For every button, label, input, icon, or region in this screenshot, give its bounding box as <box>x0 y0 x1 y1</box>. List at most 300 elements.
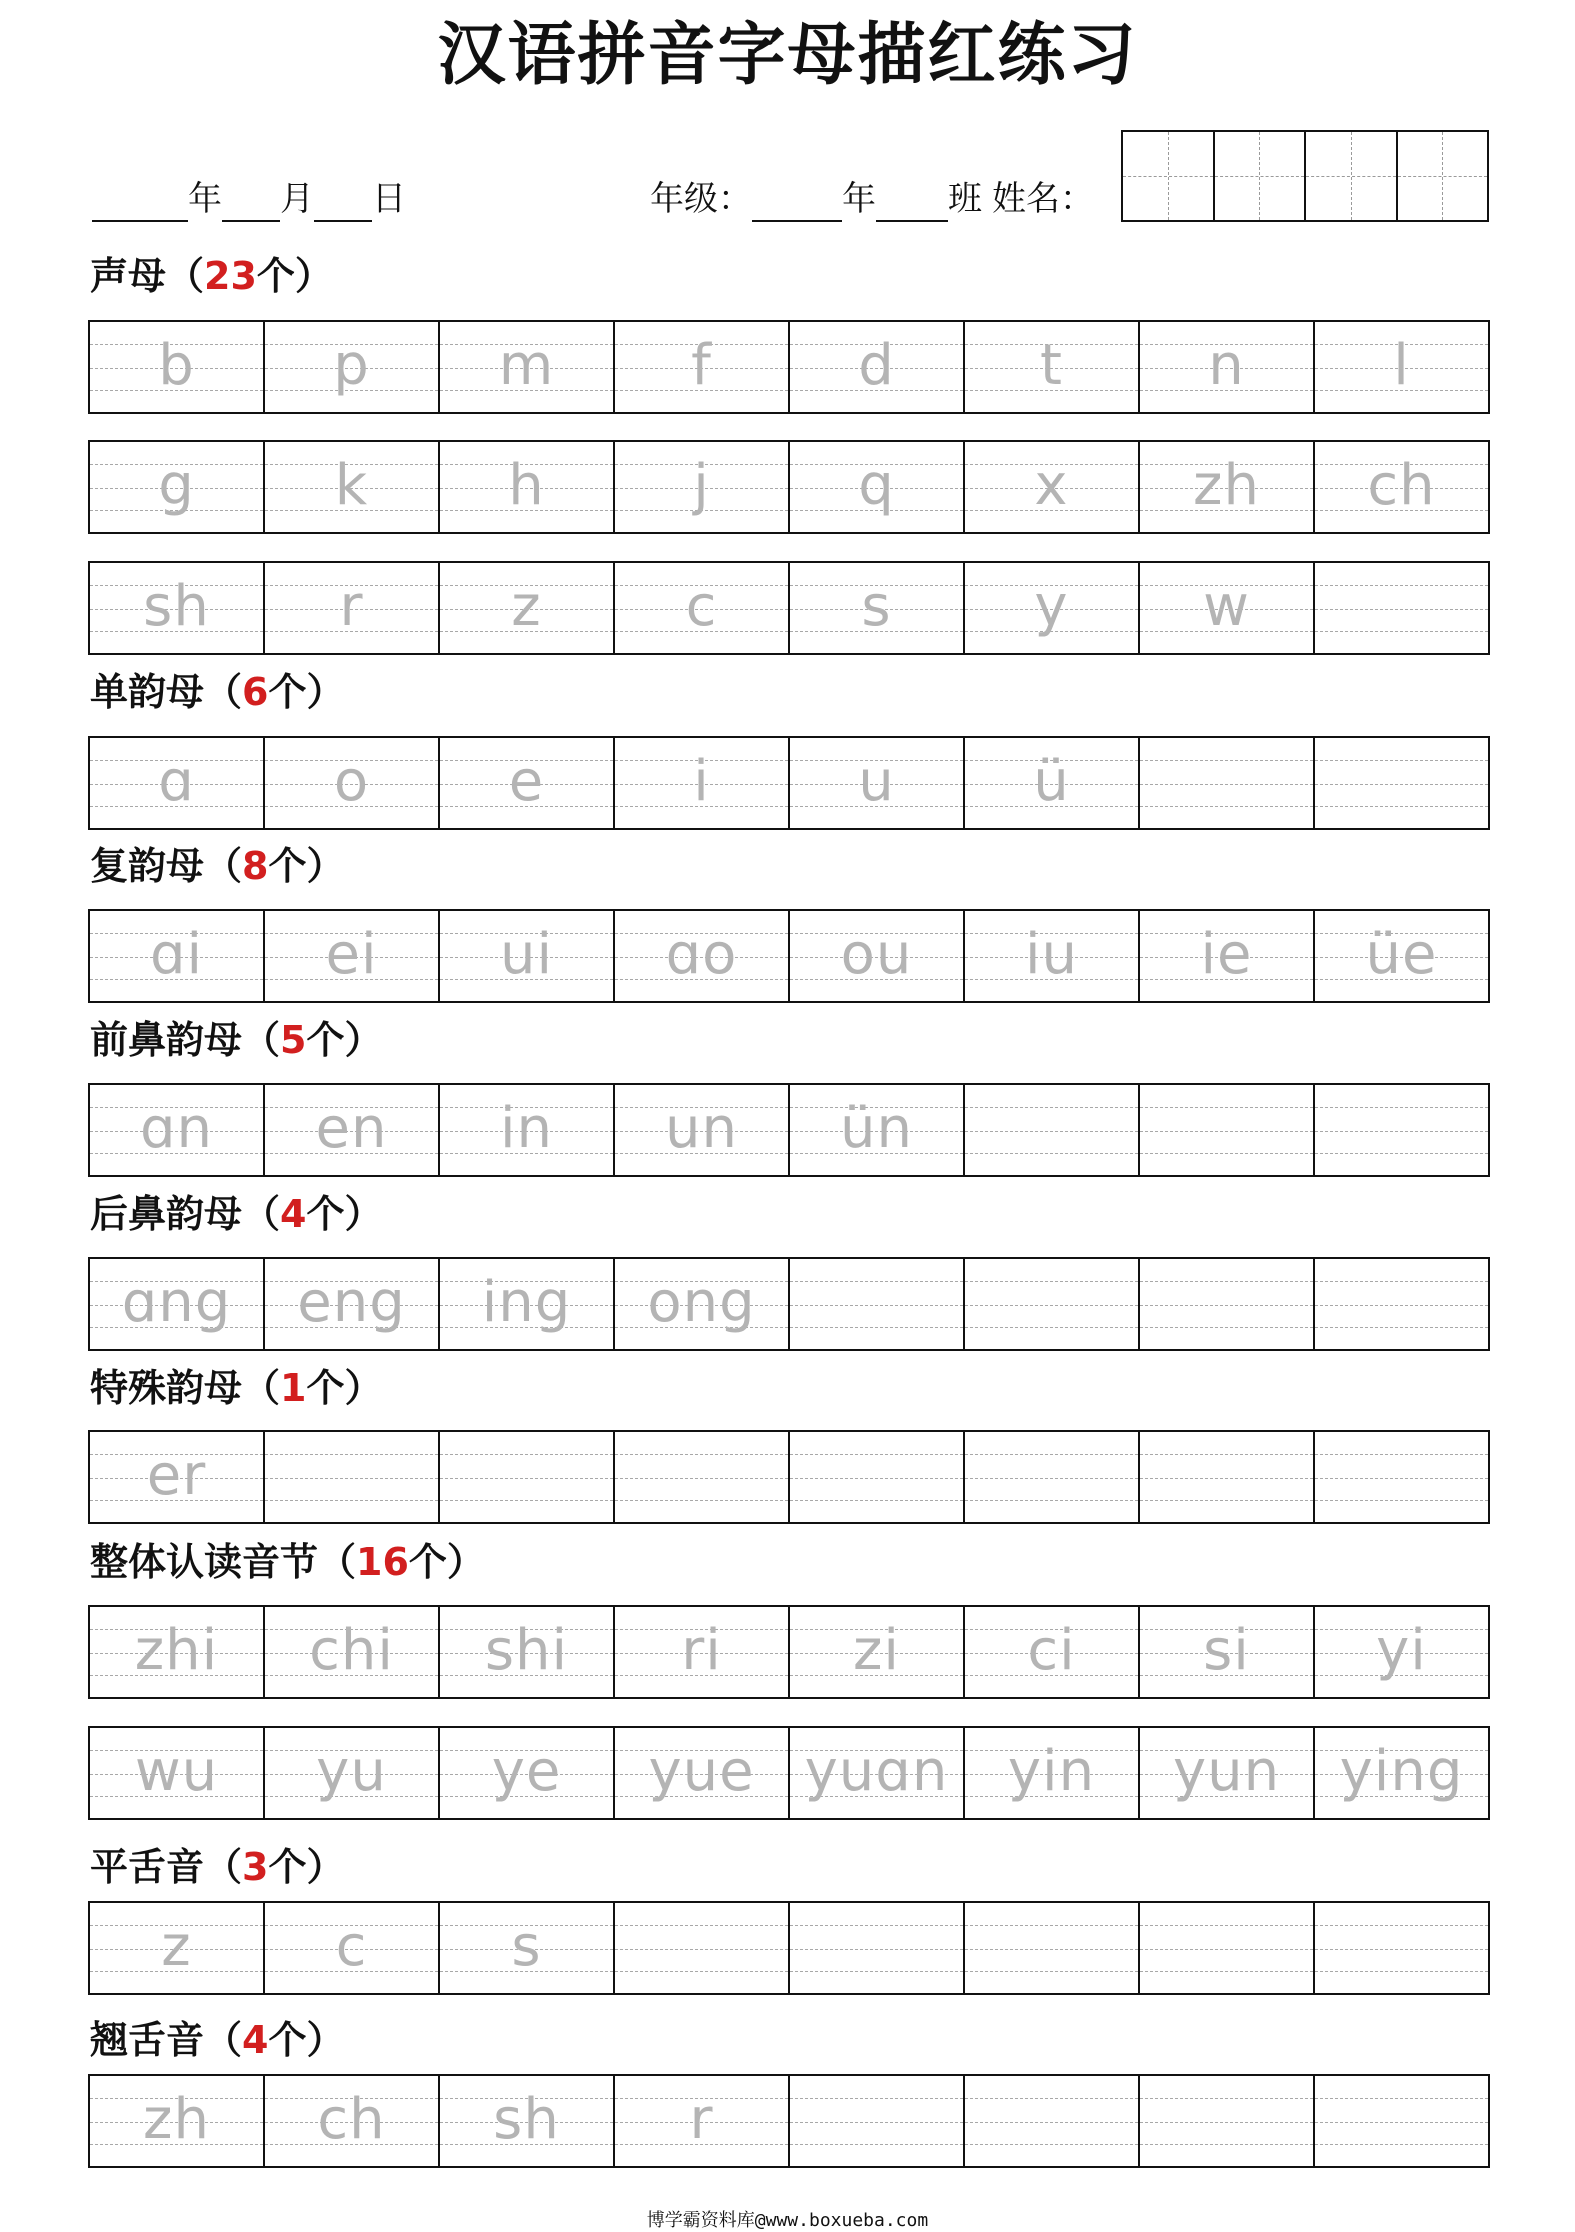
guide-line <box>1315 609 1488 610</box>
tracing-letter: e <box>508 749 545 814</box>
tracing-letter: h <box>508 453 545 518</box>
tracing-letter: yin <box>1007 1739 1096 1804</box>
guide-line <box>790 1925 963 1926</box>
guide-line <box>1140 1305 1313 1306</box>
tracing-letter: chi <box>309 1618 394 1683</box>
tracing-cell[interactable] <box>615 1085 790 1175</box>
tracing-cell[interactable] <box>1315 322 1488 412</box>
tracing-cell[interactable] <box>1140 1085 1315 1175</box>
tracing-row <box>88 1083 1490 1177</box>
section-heading-suffix: 个） <box>268 844 345 888</box>
name-label: 姓名： <box>992 179 1094 219</box>
tracing-letter: sh <box>493 2087 560 2152</box>
section-heading-suffix: 个） <box>268 670 345 714</box>
tracing-letter: m <box>498 333 555 398</box>
tracing-letter: g <box>158 453 195 518</box>
tracing-letter: z <box>511 574 542 639</box>
tracing-cell[interactable] <box>615 1432 790 1522</box>
tracing-cell[interactable] <box>965 738 1140 828</box>
tracing-cell[interactable] <box>440 1903 615 1993</box>
guide-line <box>1315 2144 1488 2145</box>
tracing-letter: q <box>858 453 895 518</box>
guide-line <box>1315 1925 1488 1926</box>
tracing-letter: yun <box>1172 1739 1281 1804</box>
guide-line <box>965 2144 1138 2145</box>
tracing-letter: ɑo <box>665 922 738 987</box>
guide-line <box>1140 2122 1313 2123</box>
tracing-row <box>88 1726 1490 1820</box>
section-count: 23 <box>204 254 257 298</box>
section-heading-suffix: 个） <box>306 1192 383 1236</box>
tracing-letter: ɑ <box>158 749 195 814</box>
guide-line <box>790 2122 963 2123</box>
section-heading <box>90 1190 382 1238</box>
tracing-letter: ye <box>491 1739 562 1804</box>
tracing-cell[interactable] <box>615 322 790 412</box>
tracing-cell[interactable] <box>1140 911 1315 1001</box>
tracing-cell[interactable] <box>1140 563 1315 653</box>
tracing-letter: zi <box>853 1618 900 1683</box>
tracing-cell[interactable] <box>615 911 790 1001</box>
guide-line <box>790 1500 963 1501</box>
tracing-letter: l <box>1393 333 1410 398</box>
guide-line <box>965 1131 1138 1132</box>
tracing-cell[interactable] <box>790 2076 965 2166</box>
guide-line <box>1315 806 1488 807</box>
guide-line <box>965 1305 1138 1306</box>
section-heading-label: 翘舌音（ <box>90 2018 243 2062</box>
tracing-letter: en <box>315 1096 388 1161</box>
tracing-cell[interactable] <box>265 1085 440 1175</box>
tracing-cell[interactable] <box>440 2076 615 2166</box>
section-heading <box>90 1364 382 1412</box>
guide-line <box>1140 1281 1313 1282</box>
tracing-cell[interactable] <box>1140 1432 1315 1522</box>
guide-line <box>790 2098 963 2099</box>
guide-line <box>965 1500 1138 1501</box>
tracing-letter: k <box>334 453 369 518</box>
tracing-cell[interactable] <box>965 1432 1140 1522</box>
tracing-cell[interactable] <box>1140 738 1315 828</box>
tracing-letter: eng <box>297 1270 406 1335</box>
tracing-cell[interactable] <box>440 322 615 412</box>
tracing-cell[interactable] <box>90 1085 265 1175</box>
tracing-letter: ci <box>1027 1618 1076 1683</box>
tracing-cell[interactable] <box>90 322 265 412</box>
tracing-letter: c <box>335 1914 368 1979</box>
tracing-letter: y <box>1034 574 1069 639</box>
section-count: 5 <box>280 1018 307 1062</box>
guide-line <box>1315 760 1488 761</box>
tracing-letter: f <box>691 333 712 398</box>
tracing-letter: ch <box>317 2087 386 2152</box>
tracing-cell[interactable] <box>90 2076 265 2166</box>
tracing-row <box>88 1430 1490 1524</box>
tracing-letter: üe <box>1365 922 1438 987</box>
tracing-cell[interactable] <box>265 738 440 828</box>
tracing-row <box>88 561 1490 655</box>
guide-line <box>965 1925 1138 1926</box>
tracing-cell[interactable] <box>440 738 615 828</box>
tracing-cell[interactable] <box>90 563 265 653</box>
guide-line <box>790 1971 963 1972</box>
tracing-cell[interactable] <box>965 563 1140 653</box>
tracing-cell[interactable] <box>1140 1607 1315 1697</box>
guide-line <box>1140 1949 1313 1950</box>
guide-line <box>1140 2144 1313 2145</box>
tracing-cell[interactable] <box>790 1728 965 1818</box>
tracing-cell[interactable] <box>615 1728 790 1818</box>
tracing-cell[interactable] <box>790 1903 965 1993</box>
tracing-row <box>88 1605 1490 1699</box>
class-blank[interactable] <box>876 180 948 222</box>
tracing-cell[interactable] <box>615 563 790 653</box>
tracing-letter: yu <box>316 1739 387 1804</box>
section-heading <box>90 2016 344 2064</box>
tracing-letter: ying <box>1339 1739 1464 1804</box>
tracing-letter: t <box>1040 333 1063 398</box>
class-fields <box>650 176 1094 222</box>
guide-line <box>965 1327 1138 1328</box>
tracing-letter: si <box>1203 1618 1250 1683</box>
tracing-cell[interactable] <box>790 911 965 1001</box>
guide-line <box>1315 1971 1488 1972</box>
day-label: 日 <box>372 179 406 219</box>
guide-line <box>615 1949 788 1950</box>
tracing-cell[interactable] <box>90 1903 265 1993</box>
tracing-cell[interactable] <box>1140 2076 1315 2166</box>
year-blank[interactable] <box>92 180 188 222</box>
tracing-cell[interactable] <box>790 1259 965 1349</box>
tracing-cell[interactable] <box>440 1728 615 1818</box>
tracing-letter: ɑng <box>121 1270 232 1335</box>
month-blank[interactable] <box>222 180 280 222</box>
section-heading-suffix: 个） <box>306 1018 383 1062</box>
tracing-cell[interactable] <box>1315 442 1488 532</box>
tracing-letter: zh <box>143 2087 210 2152</box>
tracing-cell[interactable] <box>265 1432 440 1522</box>
tracing-cell[interactable] <box>90 1728 265 1818</box>
guide-line <box>790 2144 963 2145</box>
tracing-row <box>88 1901 1490 1995</box>
tracing-letter: wu <box>134 1739 219 1804</box>
guide-line <box>265 1454 438 1455</box>
guide-line <box>1140 760 1313 761</box>
section-heading-suffix: 个） <box>268 2018 345 2062</box>
tracing-cell[interactable] <box>615 738 790 828</box>
tracing-cell[interactable] <box>90 738 265 828</box>
tracing-cell[interactable] <box>965 1607 1140 1697</box>
tracing-cell[interactable] <box>90 442 265 532</box>
guide-line <box>790 1454 963 1455</box>
guide-line <box>615 1478 788 1479</box>
tracing-cell[interactable] <box>1140 322 1315 412</box>
guide-line <box>1315 1107 1488 1108</box>
section-count: 16 <box>356 1540 409 1584</box>
tracing-cell[interactable] <box>440 1259 615 1349</box>
section-heading <box>90 842 344 890</box>
guide-line <box>1315 631 1488 632</box>
tracing-letter: un <box>665 1096 738 1161</box>
tracing-letter: in <box>499 1096 554 1161</box>
tracing-cell[interactable] <box>1140 1903 1315 1993</box>
tracing-letter: s <box>511 1914 542 1979</box>
tracing-cell[interactable] <box>1315 1085 1488 1175</box>
tracing-row <box>88 736 1490 830</box>
guide-line <box>615 1454 788 1455</box>
name-cell[interactable] <box>1123 132 1215 220</box>
guide-line <box>1315 1478 1488 1479</box>
guide-line <box>790 1478 963 1479</box>
tracing-letter: ou <box>840 922 913 987</box>
tracing-letter: c <box>685 574 718 639</box>
tracing-cell[interactable] <box>265 2076 440 2166</box>
date-fields <box>92 176 406 222</box>
guide-line <box>965 1971 1138 1972</box>
guide-line <box>1315 1500 1488 1501</box>
guide-line <box>1140 1131 1313 1132</box>
section-count: 1 <box>280 1366 307 1410</box>
guide-line <box>1315 1131 1488 1132</box>
section-count: 3 <box>242 1845 269 1889</box>
guide-line <box>1140 1478 1313 1479</box>
tracing-cell[interactable] <box>440 911 615 1001</box>
section-heading <box>90 668 344 716</box>
tracing-cell[interactable] <box>1140 1728 1315 1818</box>
tracing-cell[interactable] <box>90 1259 265 1349</box>
tracing-letter: ü <box>1033 749 1070 814</box>
tracing-cell[interactable] <box>90 1432 265 1522</box>
section-heading-label: 平舌音（ <box>90 1845 243 1889</box>
tracing-cell[interactable] <box>265 1607 440 1697</box>
tracing-cell[interactable] <box>1315 563 1488 653</box>
tracing-letter: sh <box>143 574 210 639</box>
tracing-letter: u <box>858 749 895 814</box>
name-cell[interactable] <box>1398 132 1488 220</box>
section-heading-label: 前鼻韵母（ <box>90 1018 281 1062</box>
guide-line <box>1315 1327 1488 1328</box>
tracing-letter: ei <box>325 922 378 987</box>
tracing-letter: w <box>1203 574 1250 639</box>
section-heading-label: 单韵母（ <box>90 670 243 714</box>
guide-line <box>440 1454 613 1455</box>
section-count: 4 <box>242 2018 269 2062</box>
section-heading-label: 整体认读音节（ <box>90 1540 357 1584</box>
tracing-cell[interactable] <box>90 911 265 1001</box>
tracing-cell[interactable] <box>790 738 965 828</box>
tracing-letter: s <box>861 574 892 639</box>
tracing-cell[interactable] <box>1315 738 1488 828</box>
tracing-letter: ing <box>481 1270 572 1335</box>
guide-line <box>965 2098 1138 2099</box>
guide-line <box>965 2122 1138 2123</box>
guide-line <box>1315 1305 1488 1306</box>
tracing-cell[interactable] <box>1315 1903 1488 1993</box>
tracing-cell[interactable] <box>265 442 440 532</box>
tracing-cell[interactable] <box>615 442 790 532</box>
tracing-cell[interactable] <box>440 1607 615 1697</box>
tracing-letter: j <box>693 453 710 518</box>
guide-line <box>615 1971 788 1972</box>
tracing-cell[interactable] <box>965 911 1140 1001</box>
guide-line <box>965 1107 1138 1108</box>
section-heading-label: 后鼻韵母（ <box>90 1192 281 1236</box>
tracing-cell[interactable] <box>615 1903 790 1993</box>
tracing-letter: n <box>1208 333 1245 398</box>
guide-line <box>1140 2098 1313 2099</box>
guide-line <box>1315 1281 1488 1282</box>
guide-line <box>790 1305 963 1306</box>
tracing-cell[interactable] <box>1140 442 1315 532</box>
guide-line <box>1140 1153 1313 1154</box>
tracing-cell[interactable] <box>615 1259 790 1349</box>
section-heading <box>90 1016 382 1064</box>
year-label: 年 <box>188 179 222 219</box>
guide-line <box>1140 1454 1313 1455</box>
section-count: 6 <box>242 670 269 714</box>
guide-line <box>615 1925 788 1926</box>
guide-line <box>790 1281 963 1282</box>
guide-line <box>1140 806 1313 807</box>
tracing-letter: er <box>146 1443 207 1508</box>
section-heading-suffix: 个） <box>408 1540 485 1584</box>
tracing-row <box>88 2074 1490 2168</box>
tracing-cell[interactable] <box>965 1259 1140 1349</box>
tracing-letter: iu <box>1024 922 1079 987</box>
guide-line <box>965 1281 1138 1282</box>
tracing-row <box>88 440 1490 534</box>
tracing-cell[interactable] <box>790 442 965 532</box>
guide-line <box>1315 784 1488 785</box>
tracing-cell[interactable] <box>965 1903 1140 1993</box>
guide-line <box>1140 1971 1313 1972</box>
guide-line <box>790 1327 963 1328</box>
guide-line <box>965 1949 1138 1950</box>
tracing-cell[interactable] <box>265 911 440 1001</box>
tracing-cell[interactable] <box>1315 1607 1488 1697</box>
section-heading <box>90 1843 344 1891</box>
tracing-letter: zhi <box>134 1618 219 1683</box>
tracing-cell[interactable] <box>790 563 965 653</box>
tracing-cell[interactable] <box>615 1607 790 1697</box>
tracing-cell[interactable] <box>790 322 965 412</box>
tracing-cell[interactable] <box>1315 911 1488 1001</box>
tracing-cell[interactable] <box>265 563 440 653</box>
tracing-letter: o <box>333 749 370 814</box>
guide-line <box>1315 2098 1488 2099</box>
tracing-letter: yi <box>1376 1618 1427 1683</box>
guide-line <box>440 1478 613 1479</box>
tracing-letter: shi <box>484 1618 569 1683</box>
tracing-letter: ong <box>647 1270 756 1335</box>
grade-year-label: 年 <box>842 179 876 219</box>
guide-line <box>1315 2122 1488 2123</box>
grade-blank[interactable] <box>752 180 842 222</box>
section-heading-label: 特殊韵母（ <box>90 1366 281 1410</box>
tracing-cell[interactable] <box>1315 1432 1488 1522</box>
tracing-letter: ün <box>840 1096 913 1161</box>
tracing-letter: p <box>333 333 370 398</box>
guide-line <box>615 1500 788 1501</box>
tracing-cell[interactable] <box>790 1085 965 1175</box>
tracing-letter: x <box>1034 453 1069 518</box>
tracing-cell[interactable] <box>265 322 440 412</box>
tracing-letter: z <box>161 1914 192 1979</box>
tracing-cell[interactable] <box>1315 2076 1488 2166</box>
tracing-letter: yue <box>648 1739 755 1804</box>
guide-line <box>1140 1327 1313 1328</box>
guide-line <box>1140 784 1313 785</box>
tracing-letter: ui <box>499 922 554 987</box>
tracing-cell[interactable] <box>440 442 615 532</box>
tracing-cell[interactable] <box>1315 1259 1488 1349</box>
tracing-cell[interactable] <box>1315 1728 1488 1818</box>
tracing-letter: i <box>693 749 710 814</box>
tracing-cell[interactable] <box>440 1432 615 1522</box>
guide-line <box>1315 585 1488 586</box>
tracing-cell[interactable] <box>265 1903 440 1993</box>
tracing-cell[interactable] <box>440 563 615 653</box>
tracing-letter: b <box>158 333 195 398</box>
tracing-row <box>88 1257 1490 1351</box>
day-blank[interactable] <box>314 180 372 222</box>
section-count: 4 <box>280 1192 307 1236</box>
section-heading-suffix: 个） <box>256 254 333 298</box>
guide-line <box>965 1153 1138 1154</box>
tracing-letter: r <box>689 2087 714 2152</box>
name-cell[interactable] <box>1215 132 1307 220</box>
tracing-cell[interactable] <box>440 1085 615 1175</box>
section-heading <box>90 252 333 300</box>
tracing-cell[interactable] <box>965 2076 1140 2166</box>
section-count: 8 <box>242 844 269 888</box>
guide-line <box>790 1949 963 1950</box>
tracing-row <box>88 909 1490 1003</box>
section-heading-suffix: 个） <box>268 1845 345 1889</box>
tracing-cell[interactable] <box>615 2076 790 2166</box>
tracing-letter: ch <box>1367 453 1436 518</box>
month-label: 月 <box>280 179 314 219</box>
name-writing-grid[interactable] <box>1121 130 1489 222</box>
page-title: 汉语拼音字母描红练习 <box>437 16 1138 95</box>
section-heading <box>90 1538 485 1586</box>
guide-line <box>1140 1925 1313 1926</box>
section-heading-suffix: 个） <box>306 1366 383 1410</box>
guide-line <box>965 1454 1138 1455</box>
name-cell[interactable] <box>1306 132 1398 220</box>
guide-line <box>1140 1107 1313 1108</box>
guide-line <box>1140 1500 1313 1501</box>
guide-line <box>1315 1454 1488 1455</box>
grade-label: 年级： <box>650 179 752 219</box>
tracing-cell[interactable] <box>965 1085 1140 1175</box>
tracing-cell[interactable] <box>965 442 1140 532</box>
section-heading-label: 声母（ <box>90 254 205 298</box>
tracing-letter: ie <box>1200 922 1253 987</box>
tracing-cell[interactable] <box>90 1607 265 1697</box>
tracing-cell[interactable] <box>265 1728 440 1818</box>
guide-line <box>440 1500 613 1501</box>
tracing-letter: d <box>858 333 895 398</box>
tracing-cell[interactable] <box>790 1432 965 1522</box>
tracing-cell[interactable] <box>965 1728 1140 1818</box>
tracing-cell[interactable] <box>790 1607 965 1697</box>
tracing-cell[interactable] <box>1140 1259 1315 1349</box>
tracing-letter: ɑi <box>149 922 204 987</box>
tracing-cell[interactable] <box>265 1259 440 1349</box>
tracing-cell[interactable] <box>965 322 1140 412</box>
tracing-letter: ɑn <box>139 1096 214 1161</box>
